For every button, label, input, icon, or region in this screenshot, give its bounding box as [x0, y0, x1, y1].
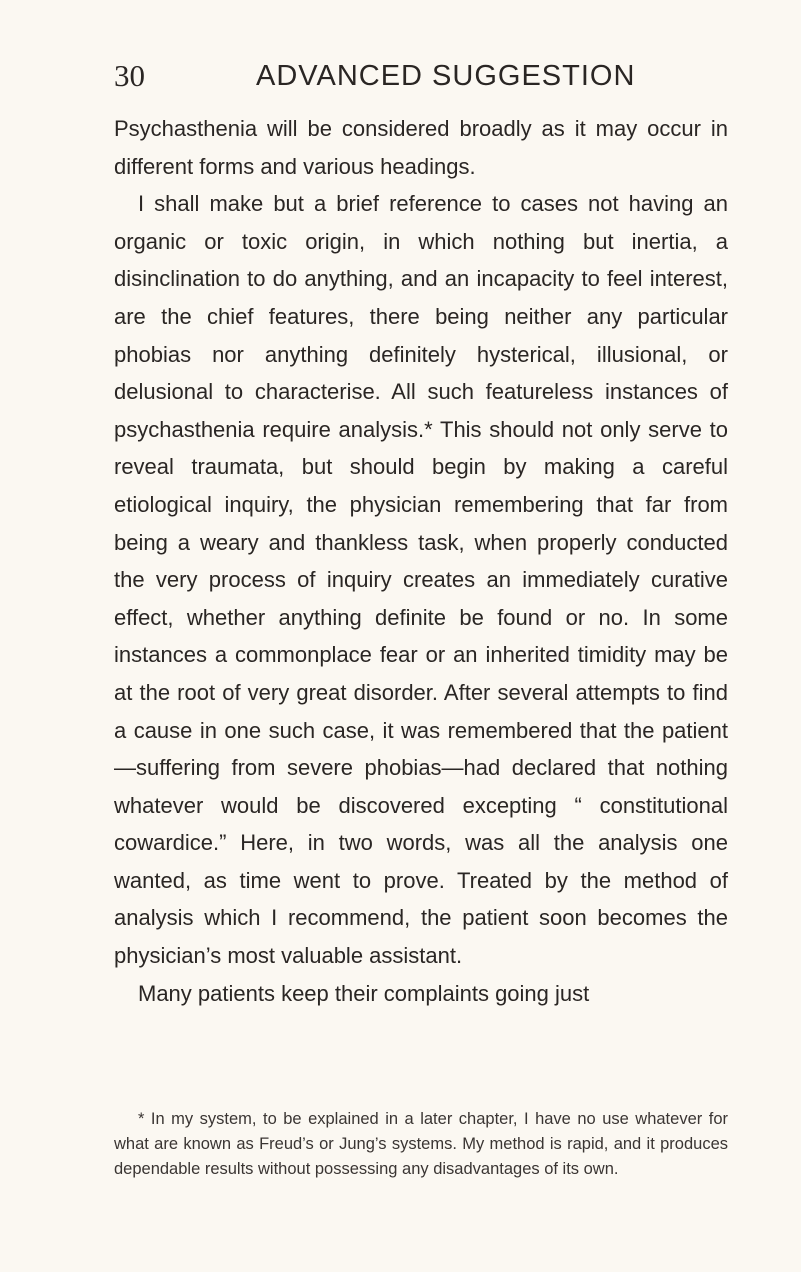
paragraph: Psychasthenia will be considered broadly as it may occur in different forms and various headings. — [114, 116, 728, 179]
main-text — [114, 110, 728, 1012]
footnote-text: * In my system, to be explained in a later chapter, I have no use whatever for what are known as Freud’s or Jung’s systems. My method is rapid, and it produces dependable results without possessing any disadvantages of its own. — [114, 1110, 728, 1178]
page-header — [114, 58, 724, 98]
paragraph: Many patients keep their complaints going just — [138, 980, 590, 1006]
running-head: ADVANCED SUGGESTION — [256, 60, 636, 92]
page-number: 30 — [114, 58, 145, 93]
footnote — [114, 1107, 728, 1182]
paragraph: I shall make but a brief reference to cases not having an organic or toxic origin, in which nothing but inertia, a disinclination to do anything, and an incapacity to feel interest, are the chief features, there being neither any particular phobias nor anything definitely hysterical, illusional, or delusional to characterise. All such featureless instances of psychasthenia require analysis.* This should not only serve to reveal traumata, but should begin by making a careful etiological inquiry, the physician remembering that far from being a weary and thankless task, when properly conducted the very process of inquiry creates an immediately curative effect, whether anything definite be found or no. In some instances a commonplace fear or an inherited timidity may be at the root of very great disorder. After several attempts to find a cause in one such case, it was remembered that the patient—suffering from severe phobias—had declared that nothing whatever would be discovered excepting “ constitutional cowardice.” Here, in two words, was all the analysis one wanted, as time went to prove. Treated by the method of analysis which I recommend, the patient soon becomes the physician’s most valuable assistant. — [114, 191, 728, 969]
